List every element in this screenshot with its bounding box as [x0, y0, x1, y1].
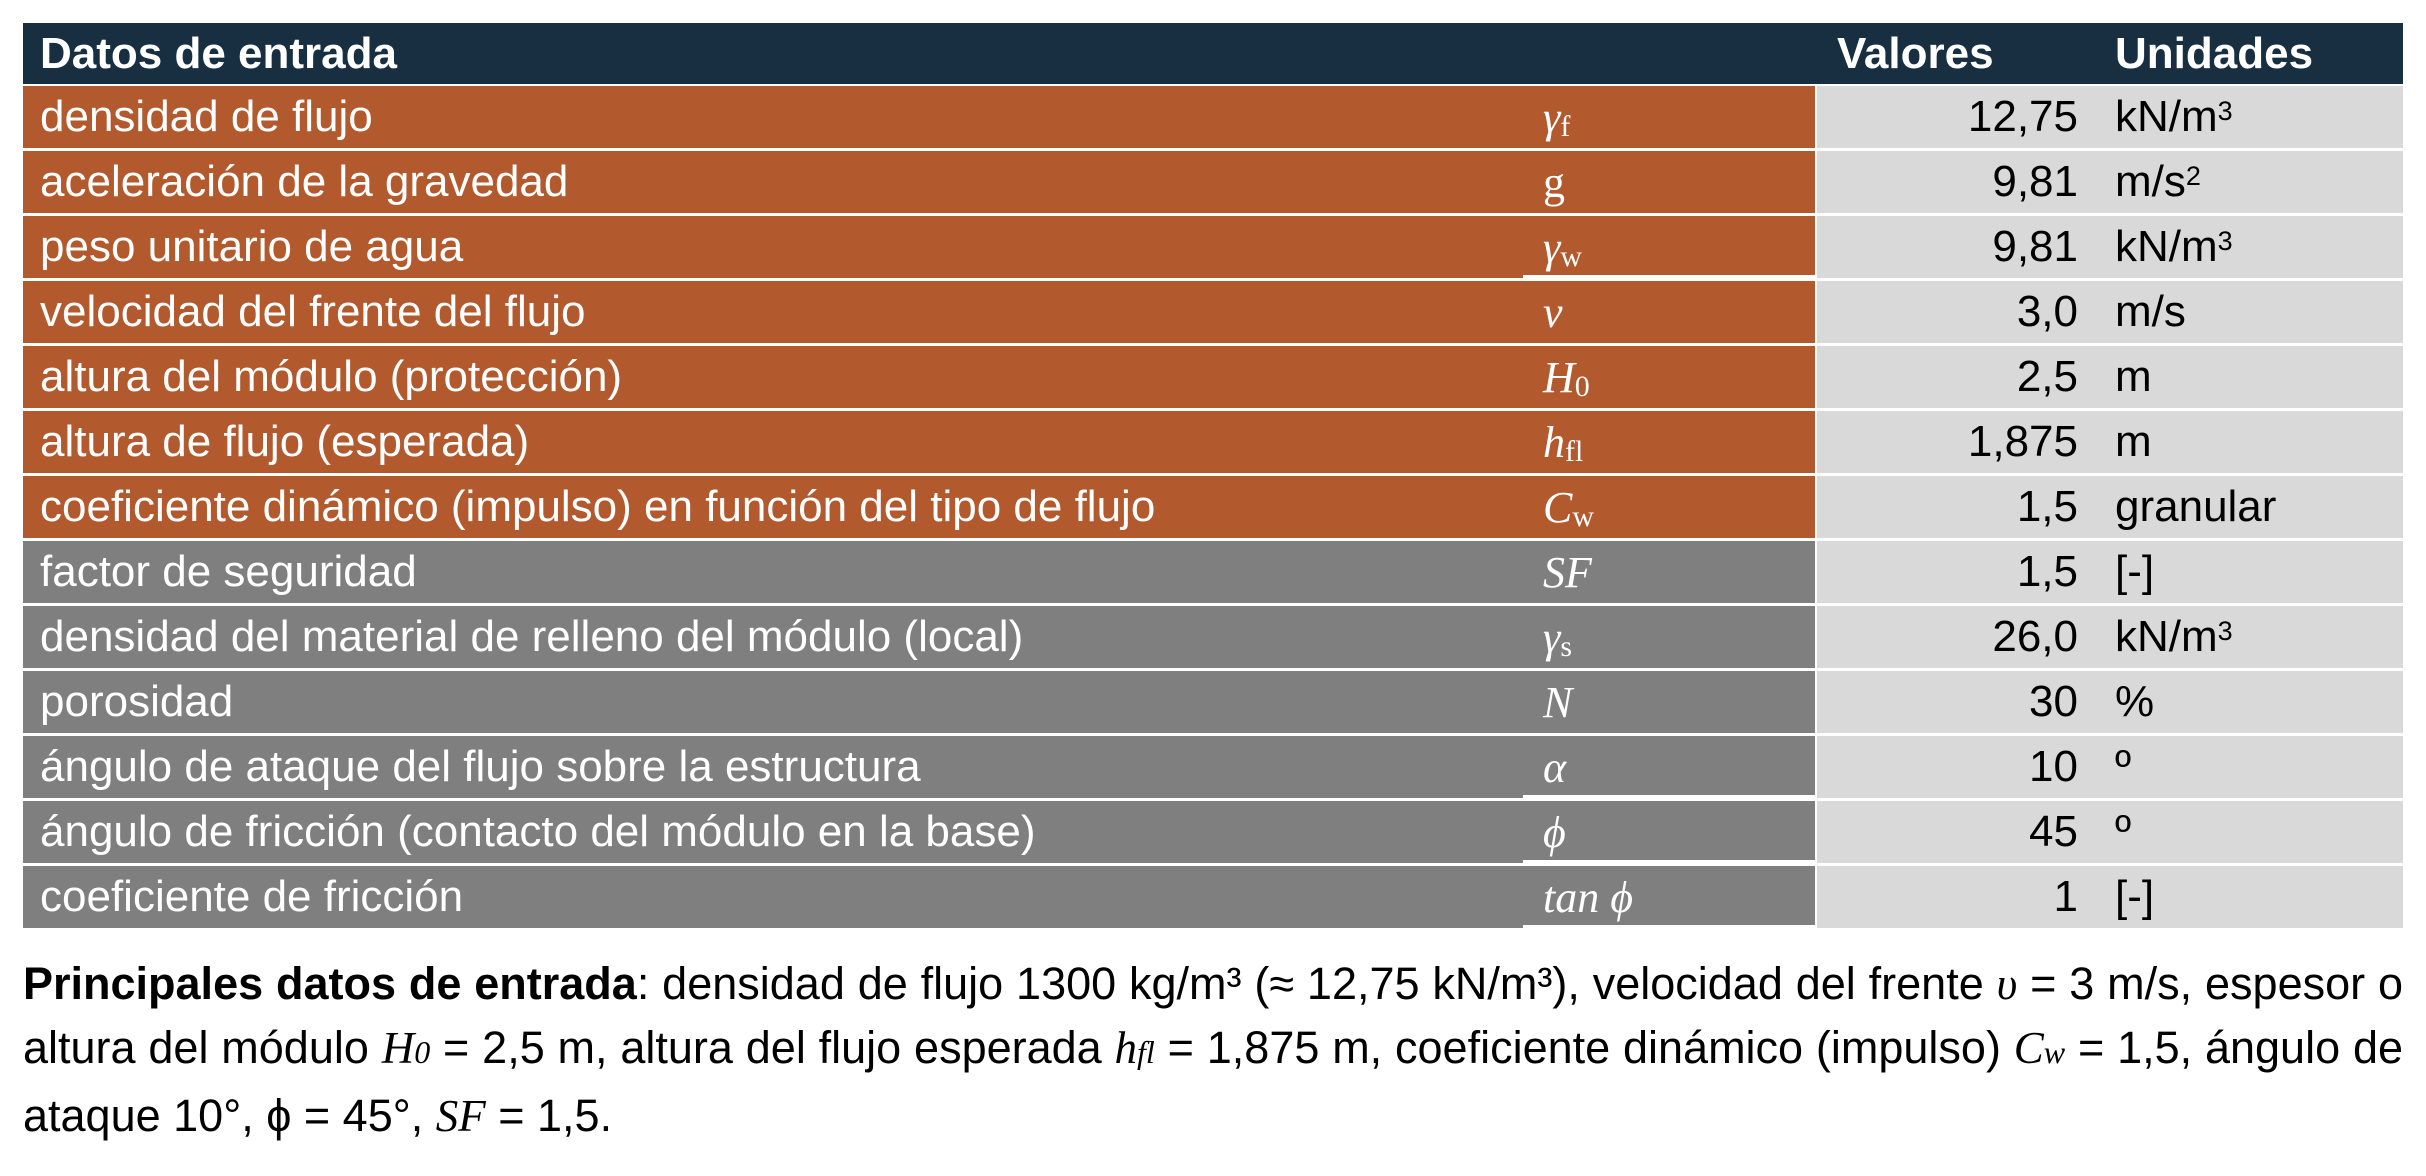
caption-text-5: = 1,5, ángulo de ataque 10°, ϕ = 45°,: [23, 1022, 2403, 1141]
symbol-subscript: w: [1560, 240, 1583, 273]
row-symbol: [1523, 86, 1815, 148]
symbol-main: SF: [1543, 547, 1592, 597]
table-header: [23, 23, 2403, 84]
row-value: 1,5: [1817, 476, 2100, 538]
input-data-table: [23, 23, 2403, 931]
row-description: coeficiente dinámico (impulso) en función del tipo de flujo: [23, 476, 1523, 538]
symbol-subscript: f: [1560, 110, 1571, 143]
symbol-subscript: fl: [1565, 435, 1584, 468]
header-units: Unidades: [2115, 28, 2314, 78]
caption-text-2: = 3 m/s, espesor o altura del módulo: [23, 958, 2403, 1073]
row-unit: [2100, 736, 2403, 798]
row-value: 1,875: [1817, 411, 2100, 473]
unit-text: m/s: [2115, 157, 2186, 206]
row-unit: [2100, 541, 2403, 603]
row-symbol: [1523, 346, 1815, 408]
symbol-main: N: [1543, 677, 1573, 727]
row-symbol: [1523, 216, 1815, 278]
row-value: 9,81: [1817, 216, 2100, 278]
row-value: 3,0: [1817, 281, 2100, 343]
caption-cw-sub: w: [2043, 1034, 2066, 1070]
row-description: peso unitario de agua: [23, 216, 1523, 278]
row-symbol: [1523, 801, 1815, 863]
header-description: Datos de entrada: [40, 28, 397, 78]
unit-superscript: 3: [2217, 615, 2233, 646]
symbol-main: h: [1543, 417, 1565, 467]
row-symbol: [1523, 541, 1815, 603]
row-description: densidad de flujo: [23, 86, 1523, 148]
unit-text: º: [2115, 742, 2132, 791]
symbol-main: C: [1543, 482, 1573, 532]
caption-text-6: = 1,5.: [485, 1090, 613, 1141]
caption-text-3: = 2,5 m, altura del flujo esperada: [430, 1022, 1115, 1073]
symbol-main: α: [1543, 742, 1567, 792]
row-unit: [2100, 866, 2403, 928]
row-value: 45: [1817, 801, 2100, 863]
row-unit: [2100, 476, 2403, 538]
row-unit: [2100, 151, 2403, 213]
caption-bold: Principales datos de entrada: [23, 958, 637, 1009]
unit-text: m/s: [2115, 287, 2186, 336]
row-value: 26,0: [1817, 606, 2100, 668]
row-value: 1,5: [1817, 541, 2100, 603]
symbol-main: tan ϕ: [1543, 872, 1633, 922]
table-row: [23, 281, 2403, 343]
table-row: [23, 606, 2403, 668]
row-value: 2,5: [1817, 346, 2100, 408]
row-symbol: [1523, 281, 1815, 343]
row-description: aceleración de la gravedad: [23, 151, 1523, 213]
row-symbol: [1523, 151, 1815, 213]
unit-text: granular: [2115, 482, 2277, 531]
table-row: [23, 671, 2403, 733]
row-symbol: [1523, 476, 1815, 538]
row-description: densidad del material de relleno del módulo (local): [23, 606, 1523, 668]
row-description: altura de flujo (esperada): [23, 411, 1523, 473]
caption: [23, 952, 2403, 1148]
symbol-main: ϕ: [1543, 807, 1566, 857]
row-symbol: [1523, 736, 1815, 798]
table-row: [23, 736, 2403, 798]
table-row: [23, 346, 2403, 408]
table-row: [23, 801, 2403, 863]
symbol-subscript: s: [1560, 630, 1573, 663]
row-symbol: [1523, 671, 1815, 733]
unit-text: m: [2115, 352, 2152, 401]
table-row: [23, 151, 2403, 213]
caption-text-4: = 1,875 m, coeficiente dinámico (impulso): [1154, 1022, 2014, 1073]
table-row: [23, 476, 2403, 538]
row-unit: [2100, 411, 2403, 473]
unit-superscript: 2: [2185, 160, 2201, 191]
row-description: coeficiente de fricción: [23, 866, 1523, 928]
row-description: ángulo de ataque del flujo sobre la estructura: [23, 736, 1523, 798]
symbol-subscript: 0: [1574, 370, 1590, 403]
row-description: porosidad: [23, 671, 1523, 733]
table-row: [23, 866, 2403, 928]
row-symbol: [1523, 866, 1815, 928]
row-value: 30: [1817, 671, 2100, 733]
unit-text: º: [2115, 807, 2132, 856]
table-row: [23, 86, 2403, 148]
caption-hfl-symbol: h: [1114, 1023, 1138, 1073]
row-description: altura del módulo (protección): [23, 346, 1523, 408]
row-value: 1: [1817, 866, 2100, 928]
header-values: Valores: [1837, 28, 1994, 78]
row-unit: [2100, 606, 2403, 668]
unit-text: [-]: [2115, 872, 2155, 921]
caption-v-symbol: υ: [1996, 959, 2018, 1009]
row-description: factor de seguridad: [23, 541, 1523, 603]
row-unit: [2100, 671, 2403, 733]
symbol-main: γ: [1543, 612, 1561, 662]
unit-text: %: [2115, 677, 2155, 726]
unit-text: [-]: [2115, 547, 2155, 596]
row-description: velocidad del frente del flujo: [23, 281, 1523, 343]
row-value: 10: [1817, 736, 2100, 798]
row-description: ángulo de fricción (contacto del módulo en la base): [23, 801, 1523, 863]
row-unit: [2100, 86, 2403, 148]
table-body: [23, 86, 2403, 928]
symbol-main: γ: [1543, 222, 1561, 272]
row-unit: [2100, 281, 2403, 343]
table-row: [23, 216, 2403, 278]
caption-cw-symbol: C: [2013, 1023, 2044, 1073]
unit-text: kN/m: [2115, 612, 2218, 661]
row-unit: [2100, 801, 2403, 863]
unit-text: m: [2115, 417, 2152, 466]
symbol-subscript: w: [1572, 500, 1595, 533]
row-symbol: [1523, 411, 1815, 473]
row-unit: [2100, 216, 2403, 278]
caption-h0-sub: 0: [414, 1034, 431, 1070]
unit-superscript: 3: [2217, 95, 2233, 126]
symbol-main: γ: [1543, 92, 1561, 142]
unit-text: kN/m: [2115, 222, 2218, 271]
symbol-main: v: [1543, 287, 1563, 337]
symbol-main: H: [1543, 352, 1575, 402]
symbol-main: g: [1543, 157, 1565, 207]
table-row: [23, 411, 2403, 473]
table-row: [23, 541, 2403, 603]
row-unit: [2100, 346, 2403, 408]
row-value: 12,75: [1817, 86, 2100, 148]
caption-hfl-sub: fl: [1137, 1034, 1155, 1070]
row-value: 9,81: [1817, 151, 2100, 213]
unit-text: kN/m: [2115, 92, 2218, 141]
caption-text-1: : densidad de flujo 1300 kg/m³ (≈ 12,75 kN/m³), velocidad del frente: [636, 958, 1997, 1009]
row-symbol: [1523, 606, 1815, 668]
caption-h0-symbol: H: [381, 1023, 415, 1073]
unit-superscript: 3: [2217, 225, 2233, 256]
caption-sf-symbol: SF: [435, 1091, 486, 1141]
